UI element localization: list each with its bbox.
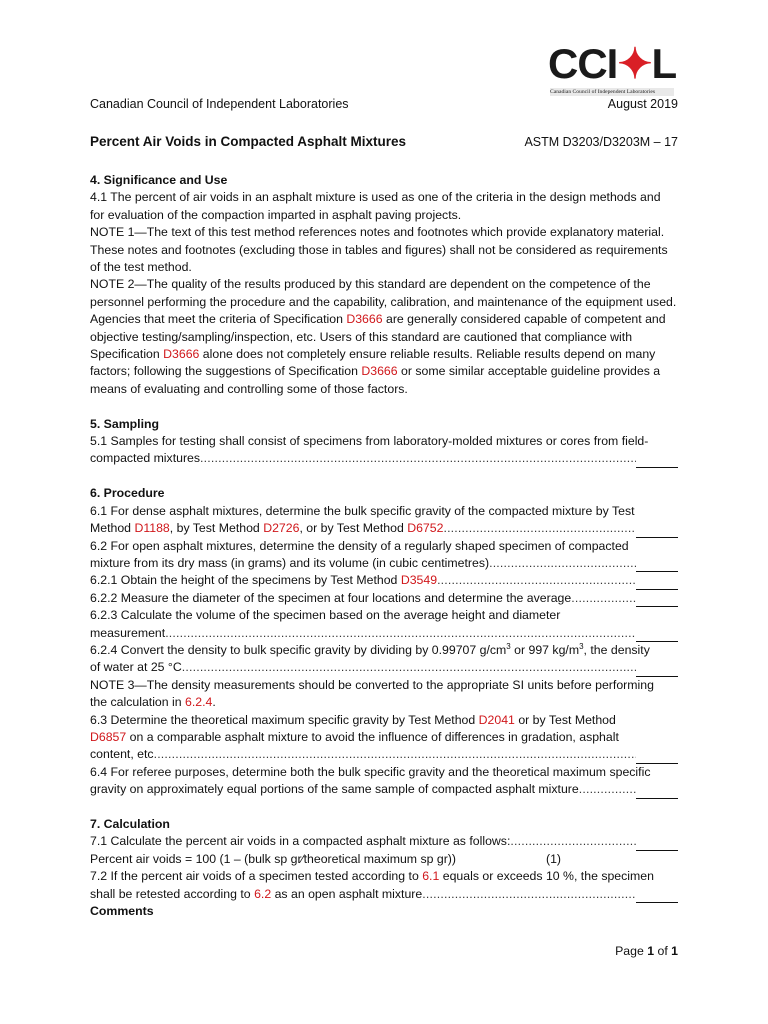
organization-name: Canadian Council of Independent Laboratories bbox=[90, 97, 349, 111]
page-number: Page 1 of 1 bbox=[615, 944, 678, 958]
paragraph-6-4-cont: gravity on approximately equal portions of the same sample of compacted asphalt mixture ..... bbox=[90, 781, 678, 798]
paragraph-4-1: 4.1 The percent of air voids in an asphalt mixture is used as one of the criteria in the design methods and for evaluation of the compaction imparted in asphalt paving projects. bbox=[90, 190, 661, 222]
section-heading-7: 7. Calculation bbox=[90, 816, 170, 831]
ref-link-d6857[interactable]: D6857 bbox=[90, 729, 127, 744]
check-blank[interactable] bbox=[636, 890, 678, 903]
document-title: Percent Air Voids in Compacted Asphalt Mixtures bbox=[90, 134, 407, 149]
equation-number: (1) bbox=[546, 851, 562, 866]
check-blank[interactable] bbox=[636, 838, 678, 851]
comments-heading: Comments bbox=[90, 904, 154, 919]
paragraph-7-2-cont: shall be retested according to 6.2 as an open asphalt mixture ..... bbox=[90, 886, 678, 903]
standard-code: ASTM D3203/D3203M – 17 bbox=[524, 135, 678, 149]
ref-link-d2041[interactable]: D2041 bbox=[478, 712, 515, 727]
check-blank[interactable] bbox=[636, 629, 678, 642]
check-blank[interactable] bbox=[636, 786, 678, 799]
ref-link-d6752[interactable]: D6752 bbox=[407, 521, 444, 536]
check-blank[interactable] bbox=[636, 751, 678, 764]
paragraph-6-2-cont: mixture from its dry mass (in grams) and its volume (in cubic centimetres) ..... bbox=[90, 555, 678, 572]
paragraph-6-3: 6.3 Determine the theoretical maximum specific gravity by Test Method D2041 or by Test Method bbox=[90, 712, 616, 727]
note-2: NOTE 2—The quality of the results produced by this standard are dependent on the competence of the personnel performing the procedure and the capability, calibration, and maintenance of the equipment used. Agencies that meet the criteria of Specification D3666 are generally considered capable of competent and objective testing/sampling/inspection, etc. Users of this standard are cautioned that compliance with Specification D3666 alone does not completely ensure reliable results. Reliable results depend on many factors; following the suggestions of Specification D3666 or some similar acceptable guideline provides a means of evaluating and controlling some of those factors. bbox=[90, 277, 677, 396]
logo-subtitle: Canadian Council of Independent Laboratories bbox=[550, 88, 674, 96]
ccil-logo bbox=[548, 42, 676, 98]
paragraph-6-2: 6.2 For open asphalt mixtures, determine the density of a regularly shaped specimen of compacted bbox=[90, 538, 629, 553]
ref-link-6-2-4[interactable]: 6.2.4 bbox=[185, 695, 213, 710]
ref-link-d3666[interactable]: D3666 bbox=[163, 347, 200, 362]
check-blank[interactable] bbox=[636, 664, 678, 677]
document-body bbox=[90, 172, 678, 920]
ref-link-d3666[interactable]: D3666 bbox=[346, 312, 383, 327]
paragraph-6-2-3-cont: measurement ..... bbox=[90, 625, 678, 642]
paragraph-6-2-3: 6.2.3 Calculate the volume of the specimen based on the average height and diameter bbox=[90, 608, 561, 623]
paragraph-6-3-cont: D6857 on a comparable asphalt mixture to avoid the influence of differences in gradation, asphalt bbox=[90, 729, 619, 744]
paragraph-6-1: 6.1 For dense asphalt mixtures, determine the bulk specific gravity of the compacted mixture by Test bbox=[90, 503, 635, 518]
ref-link-d1188[interactable]: D1188 bbox=[134, 521, 170, 536]
ref-link-d2726[interactable]: D2726 bbox=[263, 521, 300, 536]
check-blank[interactable] bbox=[636, 594, 678, 607]
paragraph-6-2-2: 6.2.2 Measure the diameter of the specimen at four locations and determine the average ..... bbox=[90, 590, 678, 607]
check-blank[interactable] bbox=[636, 455, 678, 468]
paragraph-6-2-1: 6.2.1 Obtain the height of the specimens by Test Method D3549 ..... bbox=[90, 572, 678, 589]
ref-link-d3549[interactable]: D3549 bbox=[400, 573, 438, 588]
paragraph-7-2: 7.2 If the percent air voids of a specimen tested according to 6.1 equals or exceeds 10 %, the specimen bbox=[90, 869, 654, 884]
paragraph-5-1: 5.1 Samples for testing shall consist of specimens from laboratory-molded mixtures or cores from field- bbox=[90, 434, 649, 449]
note-1: NOTE 1—The text of this test method references notes and footnotes which provide explanatory material. These notes and footnotes (excluding those in tables and figures) shall not be considered as requirements of the test method. bbox=[90, 225, 668, 275]
check-blank[interactable] bbox=[636, 525, 678, 538]
note-3-cont: the calculation in 6.2.4. bbox=[90, 695, 216, 710]
paragraph-5-1-cont: compacted mixtures ..... bbox=[90, 450, 678, 467]
ref-link-6-2[interactable]: 6.2 bbox=[254, 886, 272, 901]
paragraph-6-4: 6.4 For referee purposes, determine both the bulk specific gravity and the theoretical maximum specific bbox=[90, 764, 651, 779]
document-date: August 2019 bbox=[607, 97, 678, 111]
paragraph-6-2-4-cont: of water at 25 °C ..... bbox=[90, 659, 678, 676]
check-blank[interactable] bbox=[636, 577, 678, 590]
section-heading-4: 4. Significance and Use bbox=[90, 173, 228, 187]
logo-wordmark: CCI✦L bbox=[548, 40, 677, 87]
paragraph-6-1-cont: Method D1188, by Test Method D2726, or by Test Method D6752 ..... bbox=[90, 520, 678, 537]
maple-leaf-icon: ✦ bbox=[617, 40, 652, 87]
paragraph-7-1: 7.1 Calculate the percent air voids in a compacted asphalt mixture as follows: ..... bbox=[90, 833, 678, 850]
ref-link-d3666[interactable]: D3666 bbox=[361, 364, 398, 379]
check-blank[interactable] bbox=[636, 559, 678, 572]
equation-1: Percent air voids = 100 (1 – (bulk sp gr⁄theoretical maximum sp gr)) (1) bbox=[90, 851, 678, 868]
ref-link-6-1[interactable]: 6.1 bbox=[422, 869, 440, 884]
note-3: NOTE 3—The density measurements should be converted to the appropriate SI units before performing bbox=[90, 677, 654, 692]
section-heading-5: 5. Sampling bbox=[90, 416, 160, 431]
paragraph-6-2-4: 6.2.4 Convert the density to bulk specific gravity by dividing by 0.99707 $g/cm^3$ or 997 $kg/m^3$, the density bbox=[90, 641, 650, 657]
paragraph-6-3-end: content, etc ..... bbox=[90, 746, 678, 763]
section-heading-6: 6. Procedure bbox=[90, 486, 165, 501]
